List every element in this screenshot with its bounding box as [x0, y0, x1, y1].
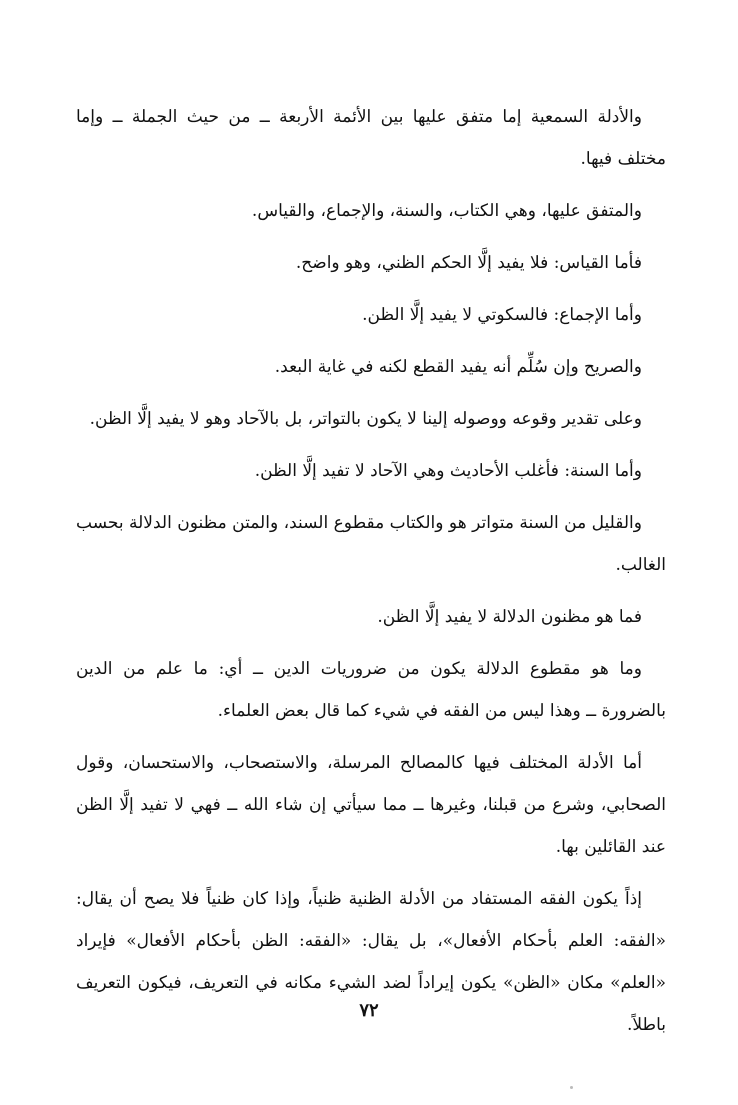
paragraph-7: وأما السنة: فأغلب الأحاديث وهي الآحاد لا تفيد إلَّا الظن.: [254, 461, 642, 481]
page-number: ٧٢: [359, 1000, 379, 1021]
paragraph-11: أما الأدلة المختلف فيها كالمصالح المرسلة، والاستصحاب، والاستحسان، وقول الصحابي، وشرع من قبلنا، وغيرها ــ مما سيأتي إن شاء الله ــ فهي لا تفيد إلَّا الظن عند القائلين بها.: [76, 753, 666, 857]
paragraph-4: وأما الإجماع: فالسكوتي لا يفيد إلَّا الظن.: [362, 305, 642, 325]
paragraph-3: فأما القياس: فلا يفيد إلَّا الحكم الظني، وهو واضح.: [295, 253, 642, 273]
body-text: [76, 96, 666, 1056]
paragraph-5: والصريح وإن سُلِّم أنه يفيد القطع لكنه في غاية البعد.: [274, 357, 642, 377]
paragraph-2: والمتفق عليها، وهي الكتاب، والسنة، والإجماع، والقياس.: [251, 201, 642, 221]
paragraph-12: إذاً يكون الفقه المستفاد من الأدلة الظنية ظنياً، وإذا كان ظنياً فلا يصح أن يقال: «الفقه: العلم بأحكام الأفعال»، بل يقال: «الفقه: الظن بأحكام الأفعال» فإيراد «العلم» مكان «الظن» يكون إيراداً لضد الشيء مكانه في التعريف، فيكون التعريف باطلاً.: [76, 889, 666, 1035]
paragraph-6: وعلى تقدير وقوعه ووصوله إلينا لا يكون بالتواتر، بل بالآحاد وهو لا يفيد إلَّا الظن.: [89, 409, 642, 429]
paragraph-10: وما هو مقطوع الدلالة يكون من ضروريات الدين ــ أي: ما علم من الدين بالضرورة ــ وهذا ليس من الفقه في شيء كما قال بعض العلماء.: [76, 659, 666, 721]
scan-speck: [570, 1086, 573, 1089]
paragraph-9: فما هو مظنون الدلالة لا يفيد إلَّا الظن.: [377, 607, 642, 627]
paragraph-8: والقليل من السنة متواتر هو والكتاب مقطوع السند، والمتن مظنون الدلالة بحسب الغالب.: [76, 513, 666, 575]
paragraph-1: والأدلة السمعية إما متفق عليها بين الأئمة الأربعة ــ من حيث الجملة ــ وإما مختلف فيها.: [76, 107, 666, 169]
